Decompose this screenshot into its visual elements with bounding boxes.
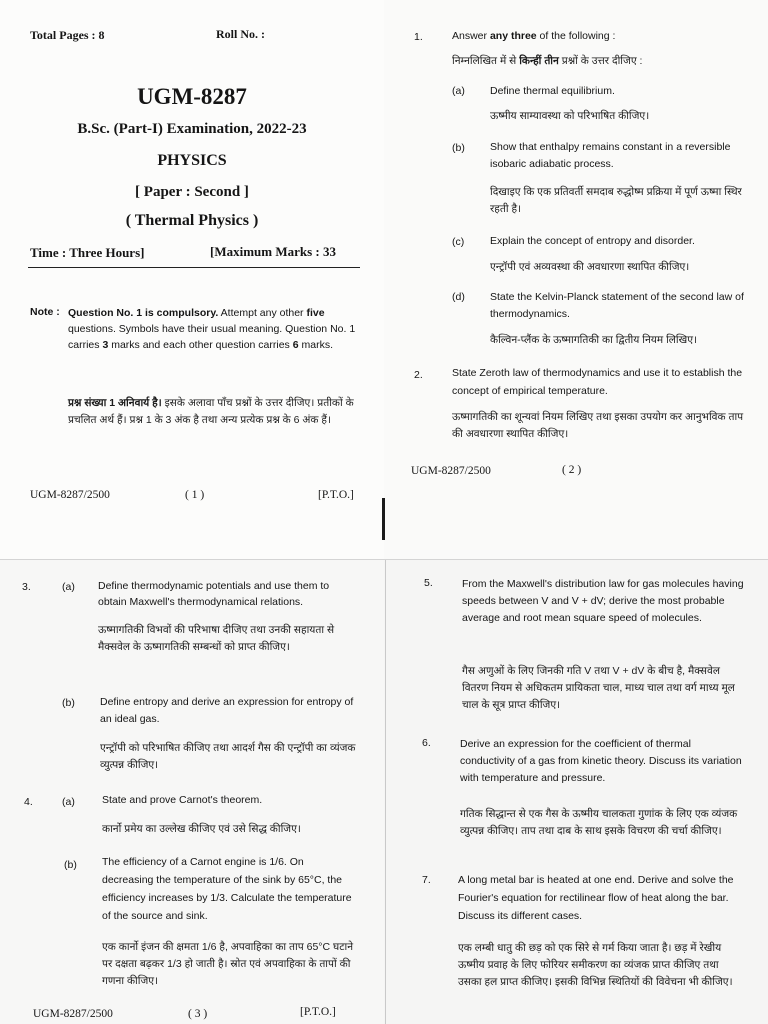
footer-page-number: ( 3 ) bbox=[188, 1008, 208, 1020]
question-7-hindi: एक लम्बी धातु की छड़ को एक सिरे से गर्म किया जाता है। छड़ में रेखीय ऊष्मीय प्रवाह के लिए फोरियर समीकरण का व्यंजक प्राप्त कीजिए तथा उसका हल प्राप्त कीजिए। इसकी विभिन्न स्थितियों की विवेचना भी कीजिए। bbox=[458, 942, 733, 988]
question-1c-english: Explain the concept of entropy and disorder. bbox=[490, 235, 695, 247]
question-1b-hindi: दिखाइए कि एक प्रतिवर्ती समदाब रुद्धोष्म प्रक्रिया में पूर्ण ऊष्मा स्थिर रहती है। bbox=[490, 186, 742, 215]
question-2-number: 2. bbox=[414, 369, 423, 381]
subject-title: PHYSICS bbox=[157, 152, 227, 169]
page-gutter-divider bbox=[385, 560, 386, 1024]
instructions-hindi: प्रश्न संख्या 1 अनिवार्य है। इसके अलावा पाँच प्रश्नों के उत्तर दीजिए। प्रतीकों के प्रचलित अर्थ हैं। प्रश्न 1 के 3 अंक है तथा अन्य प्रत्येक प्रश्न के 6 अंक हैं। bbox=[68, 397, 354, 426]
question-3a-label: (a) bbox=[62, 581, 75, 593]
question-6-hindi: गतिक सिद्धान्त से एक गैस के ऊष्मीय चालकता गुणांक के लिए एक व्यंजक व्युत्पन्न कीजिए। ताप तथा दाब के साथ इसके विचरण की चर्चा कीजिए। bbox=[460, 808, 738, 837]
page-4 bbox=[384, 560, 768, 1024]
question-1d-english: State the Kelvin-Planck statement of the second law of thermodynamics. bbox=[490, 291, 744, 320]
roll-number-label: Roll No. : bbox=[216, 27, 265, 41]
question-1d-hindi: कैल्विन-प्लैंक के ऊष्मागतिकी का द्वितीय नियम लिखिए। bbox=[490, 334, 697, 346]
footer-code: UGM-8287/2500 bbox=[33, 1008, 113, 1020]
page-2 bbox=[384, 0, 768, 560]
question-1d-label: (d) bbox=[452, 291, 465, 303]
paper-title: ( Thermal Physics ) bbox=[125, 212, 259, 229]
header-rule bbox=[28, 267, 360, 268]
question-1a-label: (a) bbox=[452, 85, 465, 97]
note-text: Question No. 1 is compulsory. Attempt any other five questions. Symbols have their usual meaning. Question No. 1 carries 3 marks and each other question carries 6 marks. bbox=[68, 307, 356, 351]
question-3-number: 3. bbox=[22, 581, 31, 593]
total-pages: Total Pages : 8 bbox=[30, 28, 105, 42]
question-1-hindi: निम्नलिखित में से किन्हीं तीन प्रश्नों के उत्तर दीजिए : bbox=[452, 55, 643, 67]
question-1a-hindi: ऊष्मीय साम्यावस्था को परिभाषित कीजिए। bbox=[490, 110, 650, 122]
question-5-number: 5. bbox=[424, 577, 433, 589]
exam-name: B.Sc. (Part-I) Examination, 2022-23 bbox=[77, 121, 307, 137]
question-1a-english: Define thermal equilibrium. bbox=[490, 85, 615, 97]
question-7-english: A long metal bar is heated at one end. Derive and solve the Fourier's equation for rectilinear flow of heat along the bar. Discuss its different cases. bbox=[458, 874, 734, 922]
question-1c-label: (c) bbox=[452, 236, 465, 248]
footer-code: UGM-8287/2500 bbox=[30, 489, 110, 501]
question-5-english: From the Maxwell's distribution law for gas molecules having speeds between V and V + dV; derive the most probable average and root mean square speed of molecules. bbox=[462, 578, 744, 624]
question-4-number: 4. bbox=[24, 796, 33, 808]
question-3b-label: (b) bbox=[62, 697, 75, 709]
question-1-number: 1. bbox=[414, 31, 423, 43]
footer-pto: [P.T.O.] bbox=[318, 489, 354, 501]
question-3b-hindi: एन्ट्रॉपी को परिभाषित कीजिए तथा आदर्श गैस की एन्ट्रॉपी का व्यंजक व्युत्पन्न कीजिए। bbox=[100, 742, 356, 771]
question-4b-label: (b) bbox=[64, 859, 77, 871]
question-2-hindi: ऊष्मागतिकी का शून्यवां नियम लिखिए तथा इसका उपयोग कर आनुभविक ताप की अवधारणा स्थापित कीजिए। bbox=[452, 411, 744, 440]
question-3a-hindi: ऊष्मागतिकी विभवों की परिभाषा दीजिए तथा उनकी सहायता से मैक्सवेल के ऊष्मागतिकी सम्बन्धों को प्राप्त कीजिए। bbox=[98, 624, 335, 653]
question-3a-english: Define thermodynamic potentials and use them to obtain Maxwell's thermodynamical relations. bbox=[98, 580, 330, 608]
question-4a-label: (a) bbox=[62, 796, 75, 808]
question-6-english: Derive an expression for the coefficient of thermal conductivity of a gas from kinetic theory. Discuss its variation with temperature and pressure. bbox=[460, 738, 742, 784]
question-4a-english: State and prove Carnot's theorem. bbox=[102, 794, 263, 806]
instructions-english bbox=[30, 305, 360, 353]
question-3b-english: Define entropy and derive an expression for entropy of an ideal gas. bbox=[100, 696, 354, 725]
question-4b-hindi: एक कार्नो इंजन की क्षमता 1/6 है, अपवाहिका का ताप 65°C घटाने पर दक्षता बढ़कर 1/3 हो जाती है। स्रोत एवं अपवाहिका के तापों की गणना कीजिए। bbox=[102, 941, 354, 987]
time-allowed: Time : Three Hours] bbox=[30, 245, 145, 260]
question-2-english: State Zeroth law of thermodynamics and use it to establish the concept of empirical temperature. bbox=[452, 367, 743, 397]
question-1c-hindi: एन्ट्रॉपी एवं अव्यवस्था की अवधारणा स्थापित कीजिए। bbox=[490, 261, 690, 273]
maximum-marks: [Maximum Marks : 33 bbox=[210, 244, 337, 259]
paper-code: UGM-8287 bbox=[137, 84, 247, 109]
question-7-number: 7. bbox=[422, 874, 431, 886]
footer-page-number: ( 1 ) bbox=[185, 489, 205, 501]
page-3 bbox=[0, 560, 384, 1024]
page-gutter-divider bbox=[0, 559, 768, 560]
question-4b-english: The efficiency of a Carnot engine is 1/6. On decreasing the temperature of the sink by 65°C, the efficiency increases by 1/3. Calculate the temperature of the source and sink. bbox=[102, 856, 352, 922]
question-1b-english: Show that enthalpy remains constant in a reversible isobaric adiabatic process. bbox=[490, 141, 731, 170]
question-5-hindi: गैस अणुओं के लिए जिनकी गति V तथा V + dV के बीच है, मैक्सवेल वितरण नियम से अधिकतम प्रायिकता चाल, माध्य चाल तथा वर्ग माध्य मूल चाल के सूत्र प्राप्त कीजिए। bbox=[462, 665, 735, 711]
paper-number: [ Paper : Second ] bbox=[135, 184, 249, 200]
page-1 bbox=[0, 0, 384, 560]
page-gutter-divider bbox=[382, 498, 385, 540]
question-1-english: Answer any three of the following : bbox=[452, 30, 616, 42]
footer-code: UGM-8287/2500 bbox=[411, 465, 491, 477]
question-4a-hindi: कार्नो प्रमेय का उल्लेख कीजिए एवं उसे सिद्ध कीजिए। bbox=[102, 823, 301, 835]
question-1b-label: (b) bbox=[452, 142, 465, 154]
note-label: Note : bbox=[30, 306, 60, 318]
question-6-number: 6. bbox=[422, 737, 431, 749]
footer-pto: [P.T.O.] bbox=[300, 1006, 336, 1018]
footer-page-number: ( 2 ) bbox=[562, 464, 582, 476]
